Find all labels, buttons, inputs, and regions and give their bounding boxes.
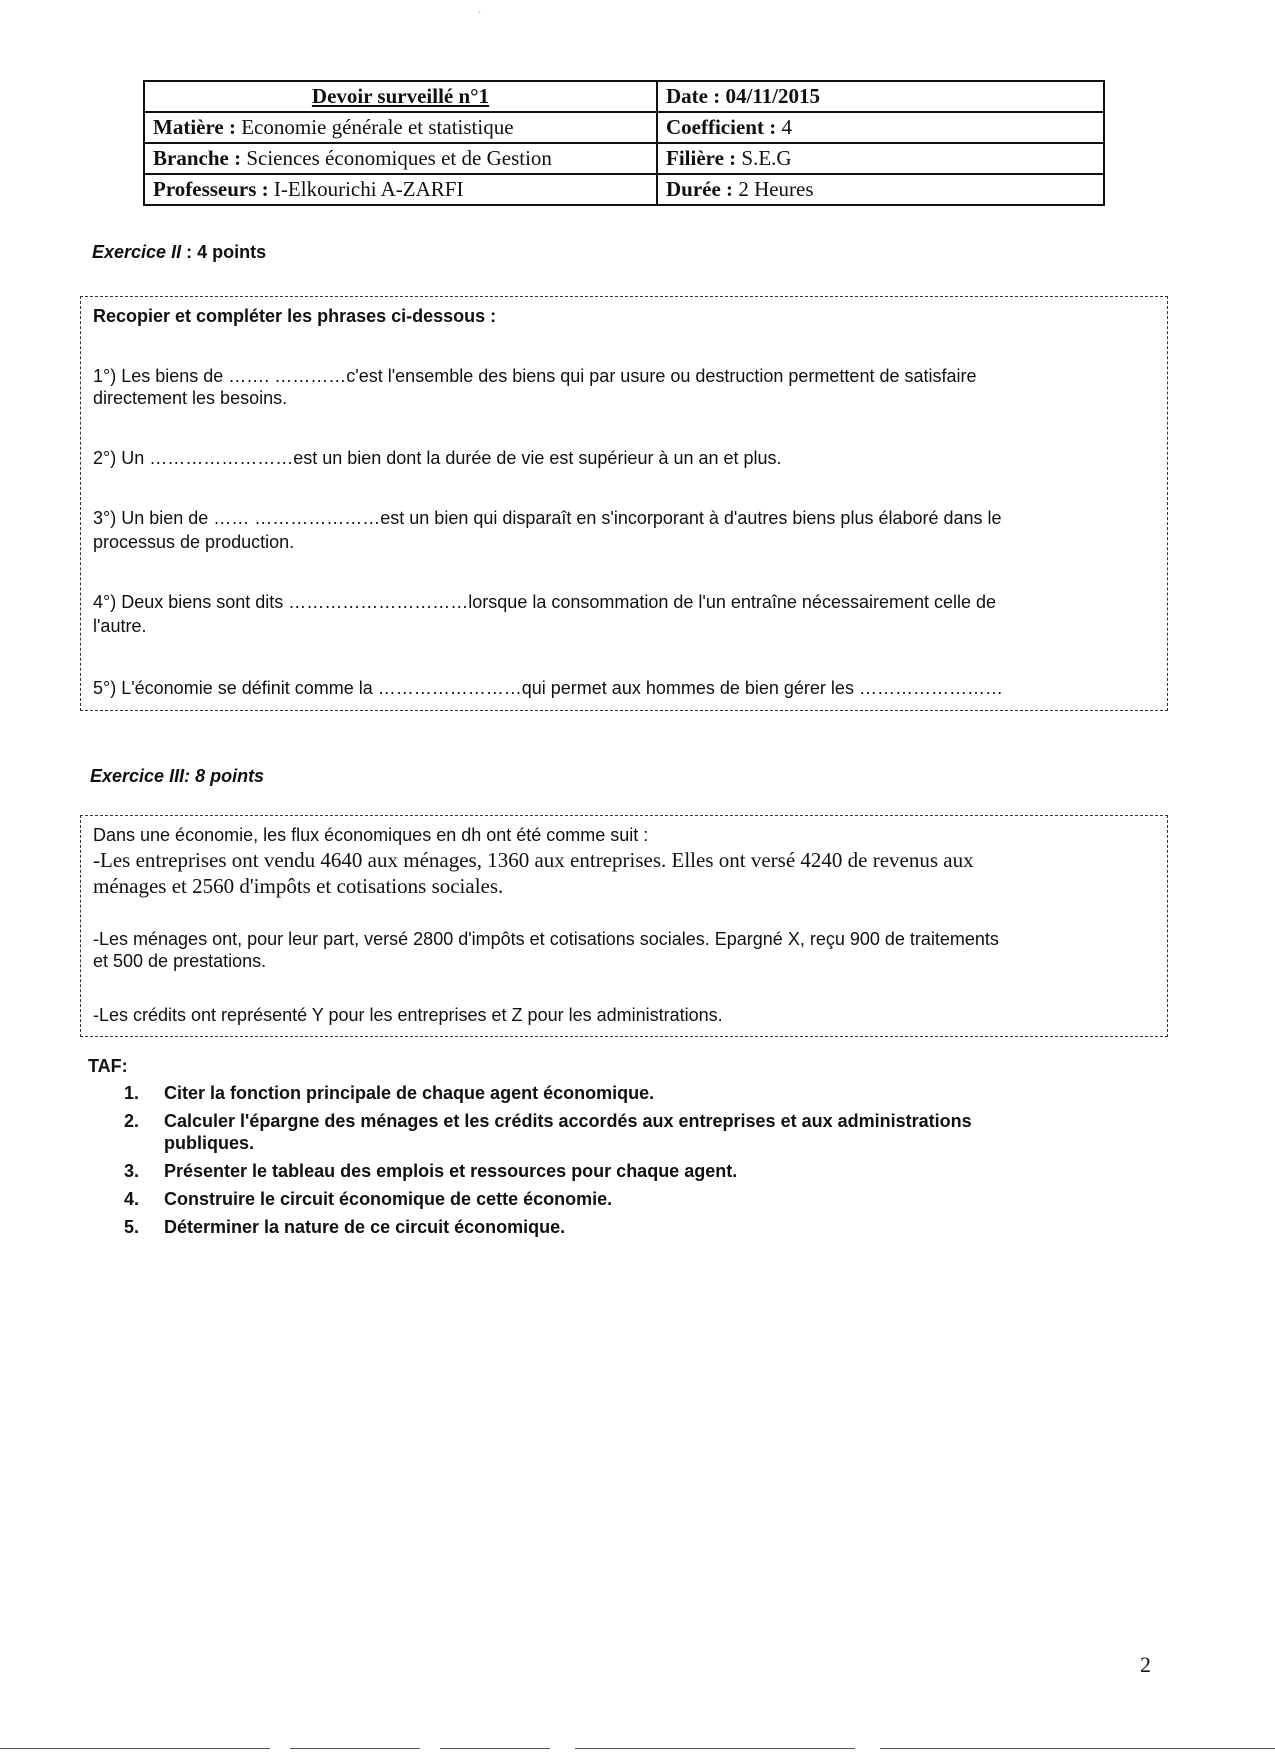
- coefficient-label: Coefficient :: [666, 115, 777, 139]
- filiere-label: Filière :: [666, 146, 737, 170]
- header-row: [144, 143, 1104, 174]
- bottom-divider: [0, 1748, 270, 1749]
- question-1-line-1: 1°) Les biens de ……. …………c'est l'ensemble des biens qui par usure ou destruction permettent de satisfaire: [93, 366, 977, 386]
- header-row: [144, 174, 1104, 205]
- professeurs-value: I-Elkourichi A-ZARFI: [273, 177, 464, 201]
- exercise3-title: [90, 766, 264, 787]
- taf-list: [88, 1082, 1088, 1244]
- question-4-line-1: 4°) Deux biens sont dits …………………………lorsque la consommation de l'un entraîne nécessairement celle de: [93, 592, 997, 612]
- branche-value: Sciences économiques et de Gestion: [246, 146, 552, 170]
- exercise3-intro: Dans une économie, les flux économiques en dh ont été comme suit :: [93, 825, 649, 845]
- branche-label: Branche :: [153, 146, 242, 170]
- exercise3-title-text: Exercice III: 8 points: [90, 766, 265, 786]
- coefficient-value: 4: [781, 115, 792, 139]
- date-cell: [657, 81, 1104, 112]
- taf-title: TAF:: [88, 1056, 128, 1076]
- question-3-line-2: processus de production.: [93, 532, 295, 552]
- taf-item-text: Présenter le tableau des emplois et ressources pour chaque agent.: [164, 1161, 738, 1181]
- duree-label: Durée :: [666, 177, 734, 201]
- exam-header-table: [143, 80, 1105, 206]
- question-5: 5°) L'économie se définit comme la ……………………qui permet aux hommes de bien gérer les ……………………: [93, 678, 1003, 698]
- duree-cell: [657, 174, 1104, 205]
- bottom-divider: [575, 1748, 855, 1749]
- scan-artifact: ·: [478, 8, 482, 19]
- taf-item: [88, 1216, 1088, 1238]
- exercise3-box: [80, 815, 1168, 1037]
- coefficient-cell: [657, 112, 1104, 143]
- question-2: 2°) Un ……………………est un bien dont la durée de vie est supérieur à un an et plus.: [93, 448, 782, 468]
- matiere-label: Matière :: [153, 115, 236, 139]
- exercise2-title: [92, 242, 266, 263]
- exercise2-title-points: : 4 points: [181, 242, 267, 262]
- bottom-divider: [290, 1748, 420, 1749]
- taf-item-number: 1.: [124, 1083, 140, 1103]
- exercise3-paragraph-3: -Les crédits ont représenté Y pour les entreprises et Z pour les administrations.: [93, 1005, 723, 1025]
- taf-item: [88, 1110, 1088, 1154]
- taf-item: [88, 1160, 1088, 1182]
- taf-item-text: Déterminer la nature de ce circuit économique.: [164, 1217, 566, 1237]
- taf-item: [88, 1082, 1088, 1104]
- taf-item-text: Citer la fonction principale de chaque agent économique.: [164, 1083, 655, 1103]
- header-row: [144, 81, 1104, 112]
- page-number: 2: [1140, 1652, 1151, 1677]
- header-row: [144, 112, 1104, 143]
- duree-value: 2 Heures: [738, 177, 814, 201]
- exercise2-title-italic: Exercice II: [92, 242, 182, 262]
- professeurs-label: Professeurs :: [153, 177, 269, 201]
- exercise3-paragraph-2-line-2: et 500 de prestations.: [93, 951, 267, 971]
- exercise3-paragraph-2-line-1: -Les ménages ont, pour leur part, versé 2800 d'impôts et cotisations sociales. Epargné X, reçu 900 de traitements: [93, 929, 999, 949]
- bottom-divider: [440, 1748, 550, 1749]
- exercise2-instruction: Recopier et compléter les phrases ci-dessous :: [93, 306, 497, 326]
- exercise2-box: [80, 296, 1168, 711]
- question-1-line-2: directement les besoins.: [93, 388, 288, 408]
- branche-cell: [144, 143, 657, 174]
- filiere-cell: [657, 143, 1104, 174]
- date-label: Date :: [666, 84, 721, 108]
- taf-item-number: 3.: [124, 1161, 140, 1181]
- filiere-value: S.E.G: [741, 146, 792, 170]
- taf-item-number: 2.: [124, 1111, 140, 1131]
- taf-item-number: 4.: [124, 1189, 140, 1209]
- taf-item: [88, 1188, 1088, 1210]
- exercise3-paragraph-1-line-1: -Les entreprises ont vendu 4640 aux ménages, 1360 aux entreprises. Elles ont versé 4240 de revenus aux: [93, 848, 974, 872]
- taf-item-text: Calculer l'épargne des ménages et les crédits accordés aux entreprises et aux administrations publiques.: [164, 1111, 972, 1153]
- professeurs-cell: [144, 174, 657, 205]
- exercise3-paragraph-1-line-2: ménages et 2560 d'impôts et cotisations sociales.: [93, 874, 504, 898]
- date-value: 04/11/2015: [725, 84, 820, 108]
- taf-item-text: Construire le circuit économique de cette économie.: [164, 1189, 613, 1209]
- question-4-line-2: l'autre.: [93, 616, 147, 636]
- exam-title-cell: [144, 81, 657, 112]
- taf-item-number: 5.: [124, 1217, 140, 1237]
- exam-title: Devoir surveillé n°1: [311, 84, 490, 108]
- bottom-divider: [880, 1748, 1275, 1749]
- matiere-value: Economie générale et statistique: [241, 115, 514, 139]
- question-3-line-1: 3°) Un bien de …… …………………est un bien qui disparaît en s'incorporant à d'autres biens plus élaboré dans le: [93, 508, 1002, 528]
- matiere-cell: [144, 112, 657, 143]
